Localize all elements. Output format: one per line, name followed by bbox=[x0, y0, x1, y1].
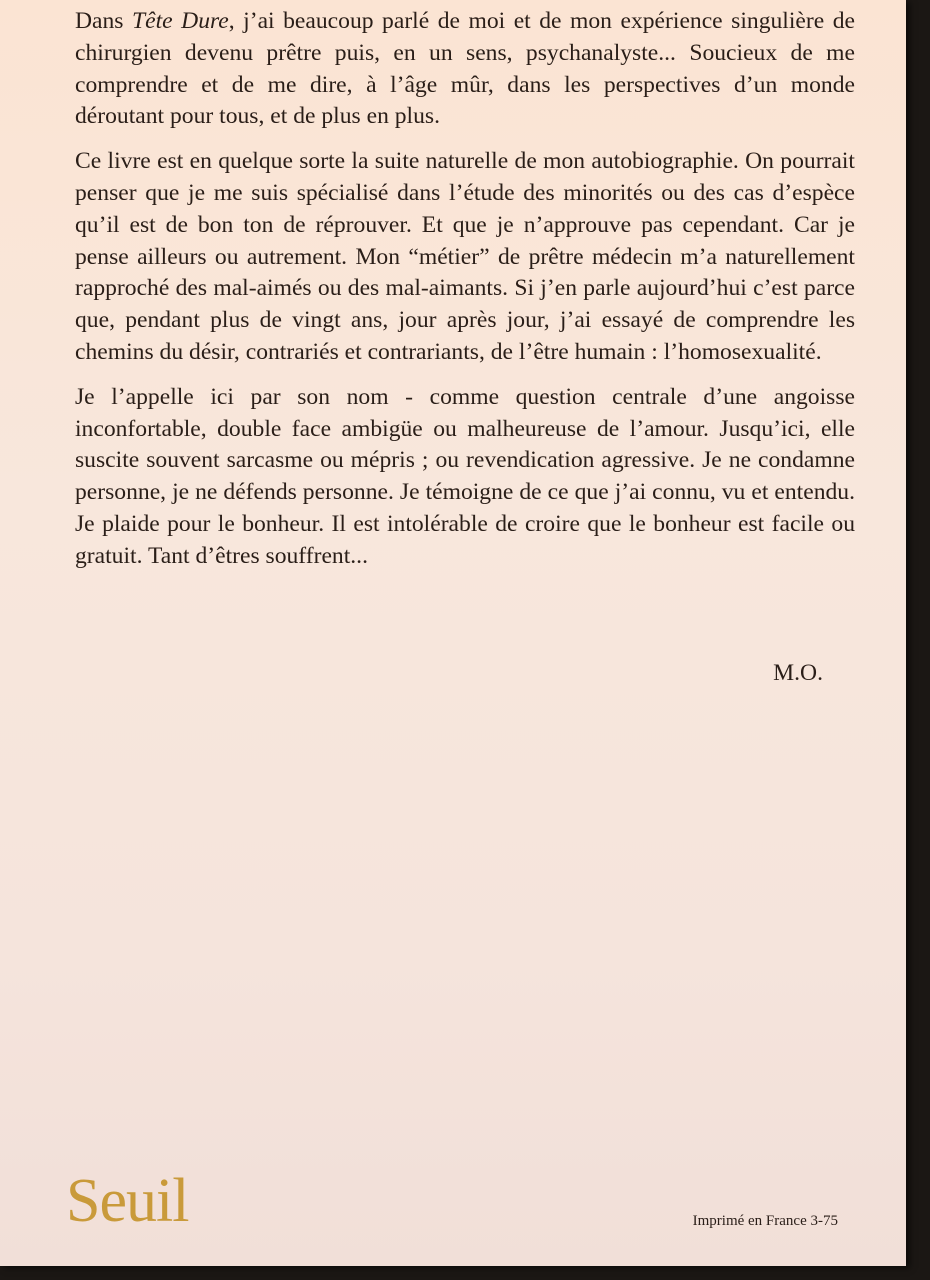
author-signature: M.O. bbox=[773, 660, 823, 686]
blurb-paragraph-2: Ce livre est en quelque sorte la suite naturelle de mon autobiographie. On pourrait penser que je me suis spécialisé dans l’étude des minorités ou des cas d’espèce qu’il est de bon ton de réprouver. Et que je n’approuve pas cependant. Car je pense ailleurs ou autrement. Mon “métier” de prêtre médecin m’a naturellement rapproché des mal-aimés ou des mal-aimants. Si j’en parle aujourd’hui c’est parce que, pendant plus de vingt ans, jour après jour, j’ai essayé de comprendre les chemins du désir, contrariés et contrariants, de l’être humain : l’homosexualité. bbox=[75, 148, 855, 365]
blurb-paragraph-3: Je l’appelle ici par son nom - comme question centrale d’une angoisse inconfortable, double face ambigüe ou malheureuse de l’amour. Jusqu’ici, elle suscite souvent sarcasme ou mépris ; ou revendication agressive. Je ne condamne personne, je ne défends personne. Je témoigne de ce que j’ai connu, vu et entendu. Je plaide pour le bonheur. Il est intolérable de croire que le bonheur est facile ou gratuit. Tant d’êtres souffrent... bbox=[75, 383, 855, 569]
print-note: Imprimé en France 3-75 bbox=[692, 1213, 838, 1229]
publisher-logo: Seuil bbox=[66, 1167, 189, 1235]
blurb-p1-body: , j’ai beaucoup parlé de moi et de mon expérience singulière de chirurgien devenu prêtre puis, en un sens, psychanalyste... Soucieux de me comprendre et de me dire, à l’âge mûr, dans les perspectives d’un monde déroutant pour tous, et de plus en plus. bbox=[75, 8, 855, 130]
blurb-text bbox=[75, 6, 855, 586]
book-title: Tête Dure bbox=[132, 8, 229, 34]
blurb-paragraph-1 bbox=[75, 6, 855, 133]
blurb-p1-intro: Dans bbox=[75, 8, 133, 34]
